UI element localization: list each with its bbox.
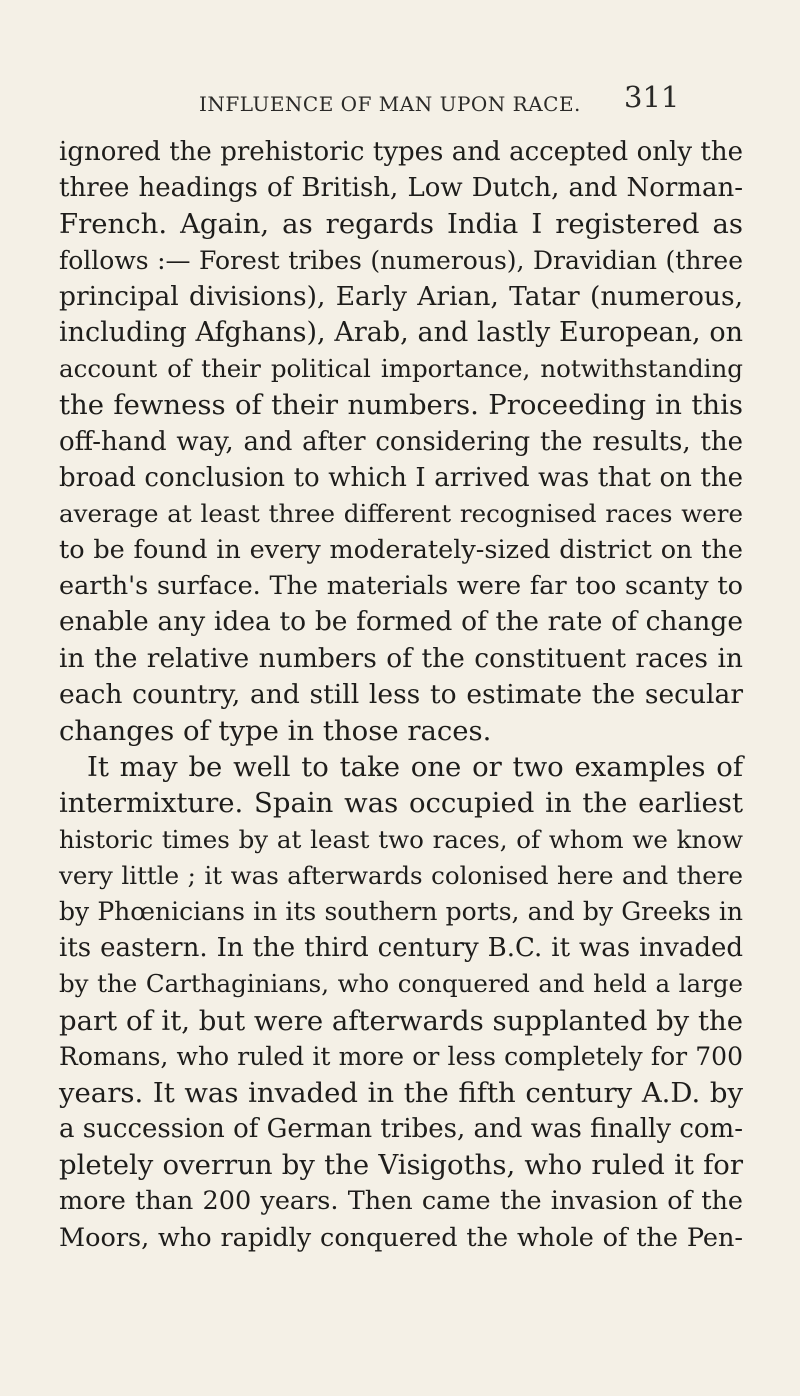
text-line: by the Carthaginians, who conquered and held a large <box>59 969 743 999</box>
text-line: French. Again, as regards India I registered as <box>59 208 743 241</box>
text-line: earth's surface. The materials were far too scanty to <box>59 571 743 602</box>
text-line: part of it, but were afterwards supplanted by the <box>59 1004 743 1037</box>
text-line: pletely overrun by the Visigoths, who ruled it for <box>59 1149 743 1182</box>
body-text <box>59 134 743 1256</box>
text-line: more than 200 years. Then came the invasion of the <box>59 1186 743 1217</box>
text-line: its eastern. In the third century B.C. it was invaded <box>59 933 743 964</box>
page-number: 311 <box>624 80 680 114</box>
text-line: three headings of British, Low Dutch, and Norman- <box>59 173 743 204</box>
text-line: by Phœnicians in its southern ports, and by Greeks in <box>59 896 743 926</box>
text-line: historic times by at least two races, of whom we know <box>59 824 743 854</box>
text-line: account of their political importance, notwithstanding <box>59 354 743 384</box>
text-line: follows :— Forest tribes (numerous), Dravidian (three <box>59 245 743 275</box>
text-line: principal divisions), Early Arian, Tatar (numerous, <box>59 280 743 312</box>
text-line: Romans, who ruled it more or less completely for 700 <box>59 1041 743 1071</box>
running-title: INFLUENCE OF MAN UPON RACE. <box>199 92 581 116</box>
paragraph-end-line: changes of type in those races. <box>59 715 492 747</box>
text-line: to be found in every moderately-sized district on the <box>59 535 743 566</box>
text-line: enable any idea to be formed of the rate of change <box>59 606 743 638</box>
text-line: a succession of German tribes, and was finally com- <box>59 1114 743 1145</box>
text-line: intermixture. Spain was occupied in the earliest <box>59 787 743 820</box>
text-line: average at least three different recognised races were <box>59 498 743 528</box>
text-line: each country, and still less to estimate the secular <box>59 678 743 710</box>
text-line: years. It was invaded in the fifth century A.D. by <box>59 1076 743 1109</box>
text-line: including Afghans), Arab, and lastly European, on <box>59 316 743 348</box>
paragraph-start-line: It may be well to take one or two examples of <box>87 751 743 784</box>
text-line: very little ; it was afterwards colonised here and there <box>59 860 743 890</box>
text-line: the fewness of their numbers. Proceeding in this <box>59 389 743 422</box>
text-line: Moors, who rapidly conquered the whole of the Pen- <box>59 1222 743 1253</box>
text-line: ignored the prehistoric types and accepted only the <box>59 137 743 167</box>
text-line: broad conclusion to which I arrived was that on the <box>59 462 743 493</box>
text-line: in the relative numbers of the constituent races in <box>59 642 743 674</box>
text-line: off-hand way, and after considering the results, the <box>59 426 743 457</box>
